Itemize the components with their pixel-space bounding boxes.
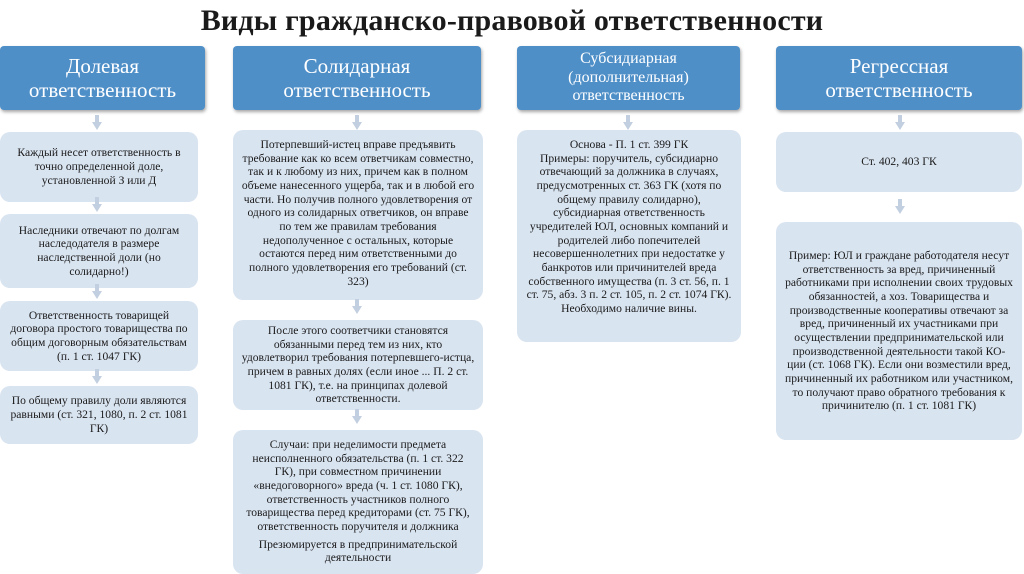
header-line: Долевая xyxy=(66,53,139,78)
down-arrow-icon xyxy=(895,122,905,130)
page-title: Виды гражданско-правовой ответственности xyxy=(200,4,824,37)
down-arrow-icon xyxy=(92,376,102,384)
down-arrow-icon xyxy=(92,122,102,130)
header-shared-liability xyxy=(0,46,205,110)
shared-box-1: Каждый несет ответственность в точно определенной доле, установленной З или Д xyxy=(0,132,198,202)
header-line: ответственность xyxy=(28,78,177,102)
subsidiary-note: Необходимо наличие вины. xyxy=(561,302,697,316)
subsidiary-basis: Основа - П. 1 ст. 399 ГК xyxy=(569,138,689,151)
header-line: (дополнительная) xyxy=(568,68,689,86)
recourse-box-1: Ст. 402, 403 ГК xyxy=(776,132,1022,192)
header-line: Субсидиарная xyxy=(580,49,677,67)
joint-box-3-note: Презюмируется в предпринимательской деятельности xyxy=(258,537,458,565)
down-arrow-icon xyxy=(92,204,102,212)
joint-box-1: Потерпевший-истец вправе предъявить требование как ко всем ответчикам совместно, так и к любому из них, причем как в полном объеме нанесенного ущерба, так и в любой его части. Но получив полного удовлетворения от одного из солидарных ответчиков, он вправе по тем же правилам требования недополученное с остальных, которые остаются перед ним ответственными до полного удовлетворения его требований (ст. 323) xyxy=(233,130,483,300)
header-line: Регрессная xyxy=(849,53,949,78)
recourse-box-2: Пример: ЮЛ и граждане работодателя несут ответственность за вред, причиненный работниками при исполнении своих трудовых обязанностей, а хоз. Товарищества и производственные кооперативы отвечают за вред, причиненный их участниками при осуществлении предпринимательской или производственной деятельности такой КО-ции (ст. 1068 ГК). Если они возместили вред, причиненный их работником или участником, то получают право обратного требования к причинителю (п. 1 ст. 1081 ГК) xyxy=(776,222,1022,440)
shared-box-2: Наследники отвечают по долгам наследодателя в размере наследственной доли (но солидарно!) xyxy=(0,214,198,288)
shared-box-3: Ответственность товарищей договора простого товарищества по общим договорным обязательствам (п. 1 ст. 1047 ГК) xyxy=(0,301,198,371)
header-joint-liability xyxy=(233,46,481,110)
subsidiary-box xyxy=(517,130,741,342)
joint-box-3-text: Случаи: при неделимости предмета неисполненного обязательства (п. 1 ст. 322 ГК), при совместном причинении «внедоговорного» вреда (ч. 1 ст. 1080 ГК), ответственность участников полного товарищества перед кредиторами (ст. 75 ГК), ответственность поручителя и должника xyxy=(246,438,470,534)
header-line: Солидарная xyxy=(303,53,411,78)
down-arrow-icon xyxy=(352,122,362,130)
down-arrow-icon xyxy=(92,291,102,299)
down-arrow-icon xyxy=(623,122,633,130)
header-line: ответственность xyxy=(283,78,431,102)
header-recourse-liability xyxy=(776,46,1022,110)
shared-box-4: По общему правилу доли являются равными (ст. 321, 1080, п. 2 ст. 1081 ГК) xyxy=(0,386,198,444)
joint-box-2: После этого соответчики становятся обязанными перед тем из них, кто удовлетворил требования потерпевшего-истца, причем в равных долях (если иное ... П. 2 ст. 1081 ГК), т.е. на принципах долевой ответственности. xyxy=(233,320,483,410)
down-arrow-icon xyxy=(895,206,905,214)
joint-box-3 xyxy=(233,430,483,574)
header-line: ответственность xyxy=(825,78,973,102)
down-arrow-icon xyxy=(352,306,362,314)
header-line: ответственность xyxy=(572,87,685,105)
header-subsidiary-liability xyxy=(517,46,740,110)
down-arrow-icon xyxy=(352,416,362,424)
subsidiary-examples: Примеры: поручитель, субсидиарно отвечающий за должника в случаях, предусмотренных ст. 363 ГК (хотя по общему правилу солидарно), субсидиарная ответственность учредителей ЮЛ, основных компаний и родителей либо попечителей несовершеннолетних при недостатке у банкротов или причинителей вреда собственного имущества (п. 3 ст. 56, п. 1 ст. 75, абз. 3 п. 2 ст. 105, п. 2 ст. 1074 ГК). xyxy=(526,151,732,302)
